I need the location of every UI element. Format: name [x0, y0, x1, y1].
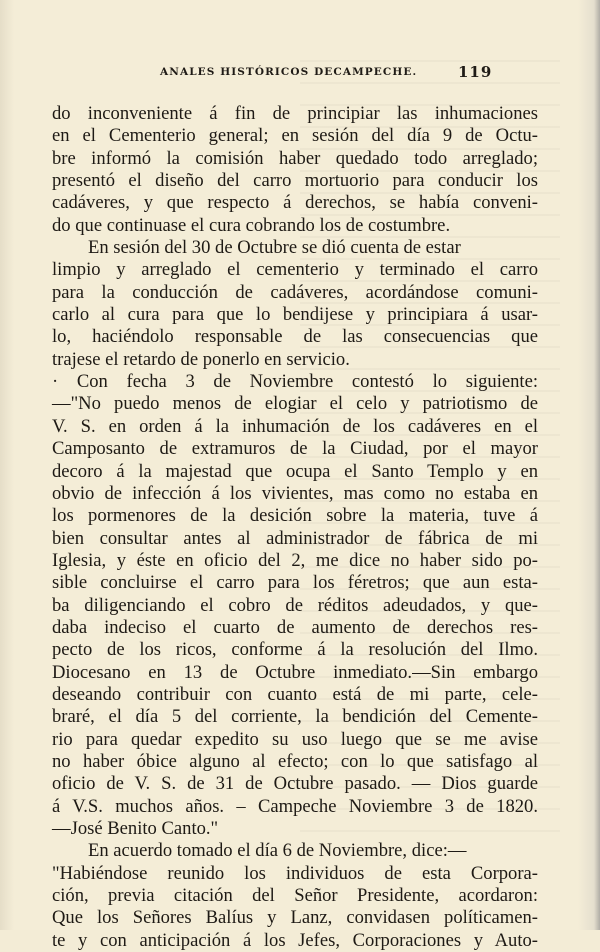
text-line: deseando contribuir con cuanto está de mi parte, cele- [52, 683, 538, 705]
text-line: En acuerdo tomado el día 6 de Noviembre, dice:— [88, 840, 467, 862]
text-line: —"No puedo menos de elogiar el celo y patriotismo de [52, 393, 538, 415]
text-line: ba diligenciando el cobro de réditos adeudados, y que- [52, 594, 538, 616]
text-line: V. S. en orden á la inhumación de los cadáveres en el [52, 415, 538, 437]
text-line: para la conducción de cadáveres, acordándose comuni- [52, 281, 538, 303]
text-line: do que continuase el cura cobrando los de costumbre. [52, 214, 451, 236]
text-line: cadáveres, y que respecto á derechos, se había conveni- [52, 192, 538, 214]
text-line: obvio de infección á los vivientes, mas como no estaba en [52, 482, 538, 504]
text-line: Iglesia, y éste en oficio del 2, me dice no haber sido po- [52, 549, 538, 571]
text-line: "Habiéndose reunido los individuos de esta Corpora- [52, 862, 538, 884]
text-line: presentó el diseño del carro mortuorio para conducir los [52, 170, 538, 192]
text-line: braré, el día 5 del corriente, la bendición del Cemente- [52, 706, 538, 728]
text-line: ción, previa citación del Señor Presidente, acordaron: [52, 885, 538, 907]
text-line: En sesión del 30 de Octubre se dió cuenta de estar [88, 237, 461, 259]
text-line: do inconveniente á fin de principiar las inhumaciones [52, 103, 538, 124]
text-line: bre informó la comisión haber quedado todo arreglado; [52, 147, 538, 169]
body-text [52, 103, 538, 952]
text-line: decoro á la majestad que ocupa el Santo Templo y en [52, 460, 538, 482]
text-line: Camposanto de extramuros de la Ciudad, por el mayor [52, 438, 538, 460]
text-line: carlo al cura para que lo bendijese y principiara á usar- [52, 304, 538, 326]
text-line: oficio de V. S. de 31 de Octubre pasado. — Dios guarde [52, 773, 538, 795]
text-line: trajese el retardo de ponerlo en servicio. [52, 348, 350, 370]
text-line: daba indeciso el cuarto de aumento de derechos res- [52, 616, 538, 638]
text-line: sible concluirse el carro para los féretros; que aun esta- [52, 572, 538, 594]
text-line: Que los Señores Balíus y Lanz, convidasen políticamen- [52, 907, 538, 929]
text-line: · Con fecha 3 de Noviembre contestó lo siguiente: [52, 371, 538, 393]
running-head [160, 63, 545, 84]
text-line: te y con anticipación á los Jefes, Corporaciones y Auto- [52, 929, 538, 951]
text-line: lo, haciéndolo responsable de las consecuencias que [52, 326, 538, 348]
text-line: limpio y arreglado el cementerio y terminado el carro [52, 259, 538, 281]
text-line: no haber óbice alguno al efecto; con lo que satisfago al [52, 750, 538, 772]
text-line: los pormenores de la desición sobre la materia, tuve á [52, 505, 538, 527]
text-line: pecto de los ricos, conforme á la resolución del Ilmo. [52, 639, 538, 661]
text-line: bien consultar antes al administrador de fábrica de mi [52, 527, 538, 549]
text-line: á V.S. muchos años. – Campeche Noviembre 3 de 1820. [52, 795, 538, 817]
text-line: Diocesano en 13 de Octubre inmediato.—Sin embargo [52, 661, 538, 683]
running-title: ANALES HISTÓRICOS DECAMPECHE. [160, 66, 418, 78]
text-line: —José Benito Canto." [52, 818, 219, 839]
text-line: rio para quedar expedito su uso luego que se me avise [52, 728, 538, 750]
text-line: en el Cementerio general; en sesión del día 9 de Octu- [52, 125, 538, 147]
page-number: 119 [458, 63, 493, 81]
